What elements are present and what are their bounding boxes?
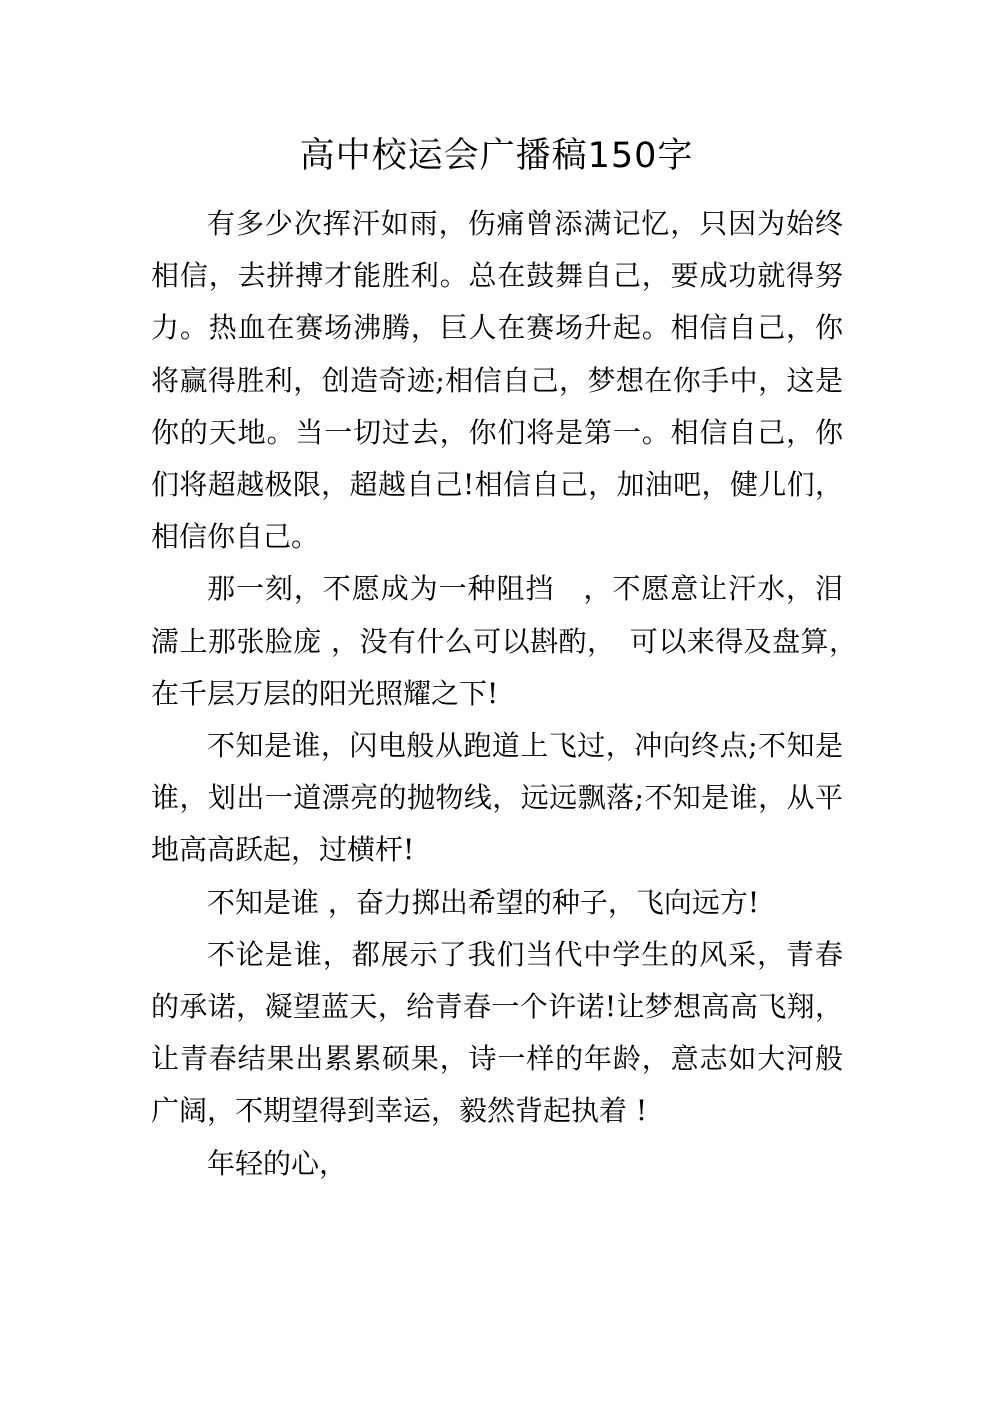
paragraph-1: 有多少次挥汗如雨，伤痛曾添满记忆，只因为始终相信，去拼搏才能胜利。总在鼓舞自己，要成功就得努力。热血在赛场沸腾，巨人在赛场升起。相信自己，你将赢得胜利，创造奇迹;相信自己，梦想在你手中，这是你的天地。当一切过去，你们将是第一。相信自己，你们将超越极限，超越自己!相信自己，加油吧，健儿们，相信你自己。: [151, 207, 843, 554]
paragraph-5: 不论是谁，都展示了我们当代中学生的风采，青春的承诺，凝望蓝天，给青春一个许诺!让梦想高高飞翔，让青春结果出累累硕果，诗一样的年龄，意志如大河般广阔，不期望得到幸运，毅然背起执着 !: [151, 937, 843, 1128]
paragraph-6: 年轻的心，: [207, 1146, 348, 1180]
paragraph-4: 不知是谁 ，奋力掷出希望的种子，飞向远方!: [207, 885, 760, 919]
paragraph-3: 不知是谁，闪电般从跑道上飞过，冲向终点;不知是谁，划出一道漂亮的抛物线，远远飘落;不知是谁，从平地高高跃起，过横杆!: [151, 729, 843, 867]
document-title: 高中校运会广播稿150字: [299, 136, 694, 176]
paragraph-2: 那一刻，不愿成为一种阻挡 ，不愿意让汗水，泪濡上那张脸庞 ，没有什么可以斟酌， 可以来得及盘算， 在千层万层的阳光照耀之下!: [151, 572, 872, 710]
document-body: [151, 198, 872, 1190]
